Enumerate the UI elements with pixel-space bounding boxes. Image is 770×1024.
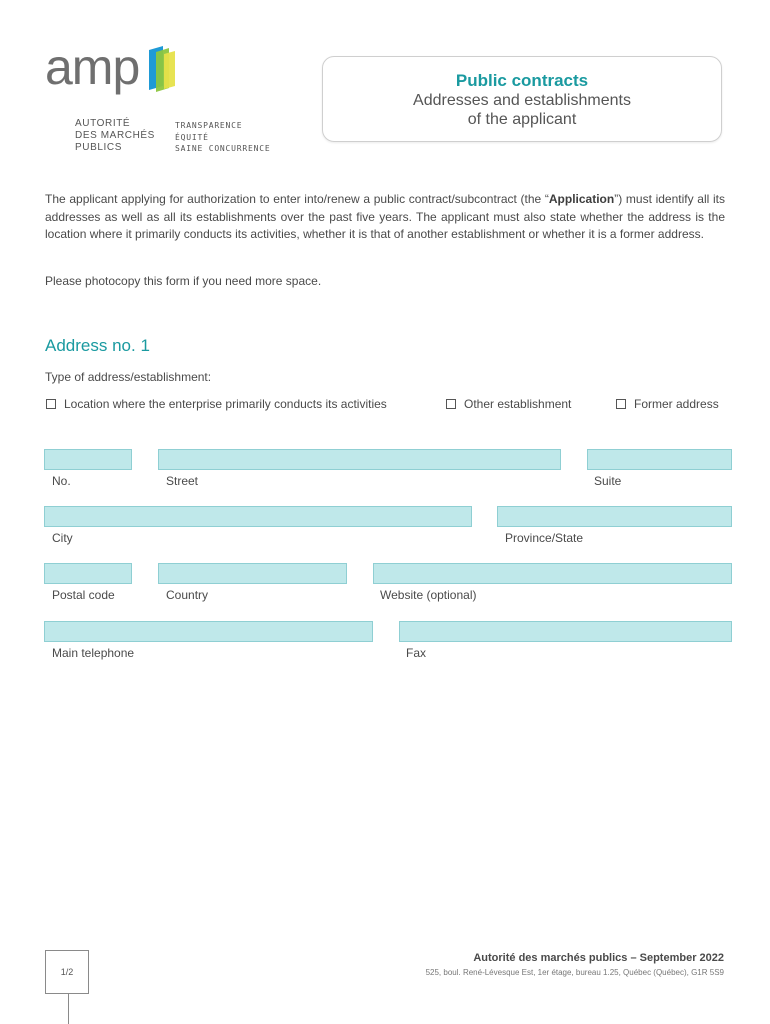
no-label: No. [52,474,71,488]
checkbox-primary-location[interactable] [46,399,56,409]
section-title: Address no. 1 [45,336,150,355]
option-label: Former address [634,397,719,411]
country-input[interactable] [158,563,347,584]
type-label: Type of address/establishment: [45,370,212,384]
checkbox-other-establishment[interactable] [446,399,456,409]
city-input[interactable] [44,506,472,527]
intro-bold: Application [548,192,615,206]
option-other-establishment[interactable] [446,397,571,411]
suite-label: Suite [594,474,622,488]
street-input[interactable] [158,449,561,470]
org-name-line: AUTORITÉ [75,118,131,129]
org-name-line: PUBLICS [75,142,122,153]
form-title: Public contracts [455,71,589,90]
page-marker-line [68,994,69,1024]
intro-text-2: ”) must identify all its addresses as well as all its establishments over the past five years. The applicant must also state whether the address is the location where it primarily conducts its activities, whether it is that of another establishment or whether it is a former address. [45,192,725,241]
website-input[interactable] [373,563,732,584]
option-primary-location[interactable] [46,397,387,411]
value-line: TRANSPARENCE [175,121,243,130]
fax-label: Fax [406,646,427,660]
org-name-line: DES MARCHÉS [75,130,155,141]
logo-mark-icon [147,46,177,92]
intro-text-1: The applicant applying for authorization to enter into/renew a public contract/subcontract (the “ [45,192,549,206]
fax-input[interactable] [399,621,732,642]
footer-org: Autorité des marchés publics – September 2022 [473,952,724,964]
option-label: Other establishment [464,397,572,411]
form-subtitle-2: of the applicant [467,111,577,128]
checkbox-former-address[interactable] [616,399,626,409]
postal-code-label: Postal code [52,588,115,602]
photocopy-note: Please photocopy this form if you need more space. [45,274,322,288]
street-label: Street [166,474,199,488]
logo-wordmark: amp [45,39,140,95]
country-label: Country [166,588,209,602]
website-label: Website (optional) [380,588,477,602]
postal-code-input[interactable] [44,563,132,584]
province-input[interactable] [497,506,732,527]
org-name [75,118,155,154]
option-label: Location where the enterprise primarily conducts its activities [64,397,387,411]
value-line: ÉQUITÉ [175,132,209,142]
suite-input[interactable] [587,449,732,470]
province-label: Province/State [505,531,584,545]
telephone-label: Main telephone [52,646,135,660]
title-box [322,56,722,142]
city-label: City [52,531,73,545]
org-values [175,120,270,155]
form-subtitle-1: Addresses and establishments [413,92,631,109]
intro-paragraph [45,191,725,244]
value-line: SAINE CONCURRENCE [175,144,271,153]
footer-address: 525, boul. René-Lévesque Est, 1er étage, bureau 1.25, Québec (Québec), G1R 5S9 [425,968,724,977]
no-input[interactable] [44,449,132,470]
option-former-address[interactable] [616,397,719,411]
page-number: 1/2 [45,950,89,994]
telephone-input[interactable] [44,621,373,642]
